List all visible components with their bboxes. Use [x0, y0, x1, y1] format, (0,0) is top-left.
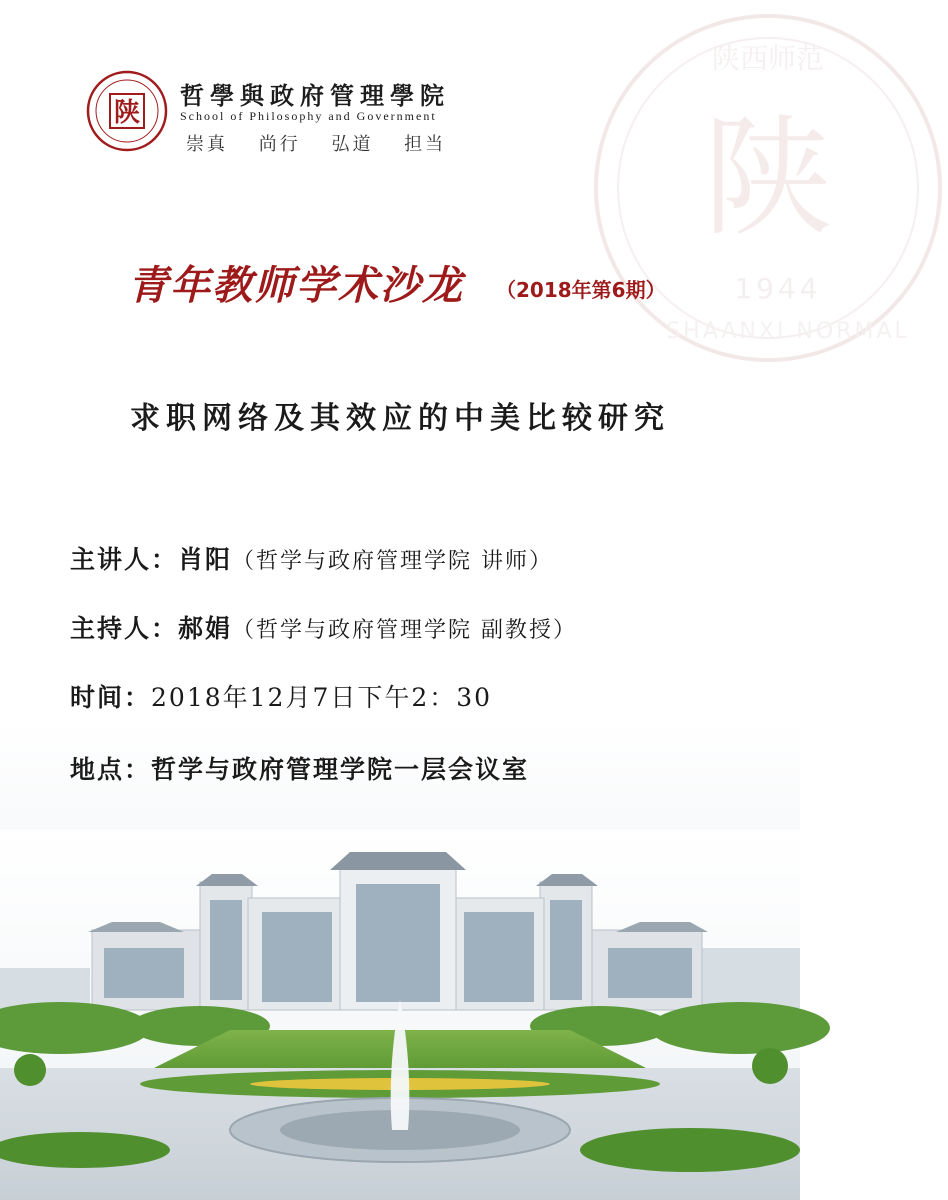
speaker-name: 肖阳 [178, 545, 233, 574]
host-row [70, 609, 577, 645]
place-label: 地点： [70, 755, 152, 784]
host-note: （哲学与政府管理学院 副教授） [232, 618, 578, 643]
host-label: 主持人： [70, 614, 179, 643]
watermark-year: 1944 [734, 272, 822, 305]
speaker-row [70, 540, 553, 576]
place-row [70, 750, 529, 786]
watermark-seal-icon [588, 8, 948, 368]
school-name-cn: 哲學與政府管理學院 [180, 81, 450, 110]
talk-title: 求职网络及其效应的中美比较研究 [130, 401, 670, 436]
time-value: 2018年12月7日下午2：30 [151, 683, 493, 712]
speaker-label: 主讲人： [70, 545, 179, 574]
watermark-text-en: SHAANXI NORMAL [666, 319, 910, 344]
speaker-note: （哲学与政府管理学院 讲师） [232, 549, 554, 574]
school-name-en: School of Philosophy and Government [180, 109, 437, 123]
salon-title: 青年教师学术沙龙 [128, 262, 464, 309]
salon-issue: （2018年第6期） [496, 278, 666, 302]
school-motto: 崇真 尚行 弘道 担当 [186, 134, 447, 155]
place-value: 哲学与政府管理学院一层会议室 [151, 755, 530, 784]
campus-building-image [0, 830, 800, 1200]
school-seal-logo-icon [86, 70, 168, 152]
watermark-char: 陕 [702, 102, 834, 254]
time-label: 时间： [70, 683, 152, 712]
logo-char: 陕 [113, 98, 141, 128]
watermark-top-text: 陕西师范 [711, 42, 825, 75]
time-row [70, 678, 492, 714]
host-name: 郝娟 [178, 614, 233, 643]
